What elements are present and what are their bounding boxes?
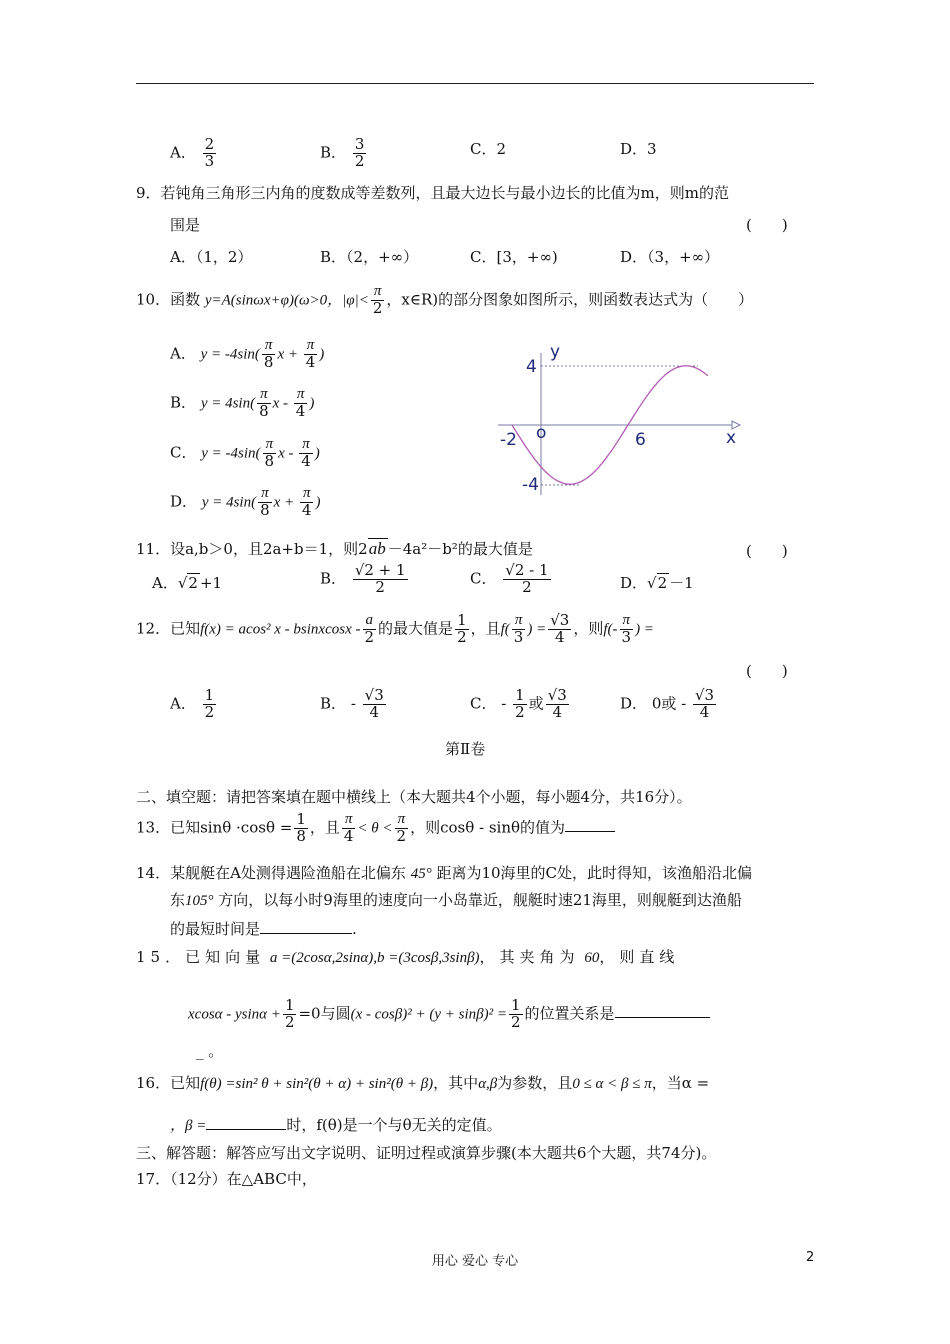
x-axis-label: x — [726, 428, 737, 448]
q13-answer-blank[interactable] — [565, 817, 615, 832]
q15-line1: 15．已知向量 a =(2cosα,2sinα),b =(3cosβ,3sinβ)，其夹角为 60，则直线 — [136, 948, 680, 966]
q10-option-b: B． y = 4sin( $\frac{\pi}{8}$ x - $\frac{\pi}{4}$ ) — [170, 386, 315, 420]
q11-text: 11．设a,b＞0，且2a+b＝1，则2ab －4a²－b²的最大值是 — [136, 539, 533, 558]
q8-option-a: A． $\frac{2}{3}$ — [170, 135, 215, 170]
q11-option-c: C． $\frac{√2 - 1}{2}$ — [470, 561, 549, 596]
q15-line2: xcosα - ysinα + $\frac{1}{2}$ =0与圆(x - cosβ)² + (y + sinβ)² = $\frac{1}{2}$ 的位置关系是 — [188, 998, 710, 1031]
q8-option-b: B． $\frac{3}{2}$ — [320, 135, 365, 170]
q14-answer-blank[interactable] — [260, 919, 352, 934]
q12-option-d: D． 0或 - $\frac{√3}{4}$ — [620, 686, 715, 721]
q11-option-b: B． $\frac{√2 + 1}{2}$ — [320, 561, 406, 596]
q9-text: 9．若钝角三角形三内角的度数成等差数列，且最大边长与最小边长的比值为m，则m的范 — [136, 184, 729, 202]
q11-option-d: D．√2 －1 — [620, 574, 694, 592]
q12-option-b: B． - $\frac{√3}{4}$ — [320, 686, 384, 721]
q15-line3: _ 。 — [196, 1042, 224, 1060]
q16-line1: 16．已知f(θ) =sin² θ + sin²(θ + α) + sin²(θ + β)，其中α,β为参数，且0 ≤ α < β ≤ π，当α = — [136, 1074, 710, 1092]
q9-option-a: A．（1，2） — [170, 248, 253, 266]
q9-answer-paren: ( ) — [746, 216, 788, 234]
q12-text: 12．已知f(x) = acos² x - bsinxcosx - $\frac{a}{2}$ 的最大值是 $\frac{1}{2}$ ，且f( $\frac{\pi}{3}$ ) = $\frac{√3}{4}$ ，则f(- $\frac{\pi}{3}$ ) = — [136, 611, 654, 646]
q8-option-c: C．2 — [470, 140, 507, 158]
page-number: 2 — [806, 1250, 815, 1265]
q14-line1: 14．某舰艇在A处测得遇险渔船在北偏东 45° 距离为10海里的C处，此时得知，该渔船沿北偏 — [136, 864, 753, 882]
y-tick-min: -4 — [522, 475, 539, 495]
q9-text-line2: 围是 — [170, 216, 201, 234]
q10-text: 10．函数 y=A(sinωx+φ)(ω>0，|φ|< $\frac{\pi}{2}$ ，x∈R)的部分图象如图所示，则函数表达式为（ ） — [136, 283, 754, 317]
q15-answer-blank[interactable] — [615, 1003, 710, 1018]
q16-line2: ，β = 时，f(θ)是一个与θ无关的定值。 — [170, 1116, 502, 1134]
q14-line3: 的最短时间是 . — [170, 920, 357, 938]
q17-text: 17．（12分）在△ABC中， — [136, 1170, 317, 1188]
origin-label: o — [536, 423, 547, 443]
x-tick-right: 6 — [635, 430, 646, 450]
q9-option-b: B．（2，+∞） — [320, 248, 419, 266]
q12-option-c: C． - $\frac{1}{2}$ 或 $\frac{√3}{4}$ — [470, 686, 567, 721]
q13-text: 13．已知sinθ ·cosθ = $\frac{1}{8}$ ，且 $\frac{\pi}{4}$ < θ < $\frac{\pi}{2}$ ，则cosθ - sinθ的值为 — [136, 812, 615, 845]
section-2-title: 第Ⅱ卷 — [445, 740, 486, 758]
header-rule — [136, 83, 814, 84]
q10-sine-graph — [490, 335, 750, 500]
q16-answer-blank[interactable] — [206, 1115, 286, 1130]
q11-answer-paren: ( ) — [746, 542, 788, 560]
section-2-heading: 二、填空题：请把答案填在题中横线上（本大题共4个小题，每小题4分，共16分）。 — [136, 788, 692, 806]
q8-option-d: D．3 — [620, 140, 657, 158]
q14-line2: 东105° 方向，以每小时9海里的速度向一小岛靠近，舰艇时速21海里，则舰艇到达渔船 — [170, 891, 742, 909]
page-footer: 用心 爱心 专心 — [431, 1254, 519, 1269]
q10-option-c: C． y = -4sin( $\frac{\pi}{8}$ x - $\frac{\pi}{4}$ ) — [170, 436, 320, 470]
q9-option-c: C．[3，+∞) — [470, 248, 558, 266]
q9-option-d: D．（3，+∞） — [620, 248, 720, 266]
x-tick-left: -2 — [500, 430, 517, 450]
q12-option-a: A． $\frac{1}{2}$ — [170, 686, 215, 721]
q11-option-a: A．√2 +1 — [152, 574, 223, 592]
q10-option-a: A． y = -4sin( $\frac{\pi}{8}$ x + $\frac{\pi}{4}$ ) — [170, 337, 325, 371]
q12-answer-paren: ( ) — [746, 662, 788, 680]
section-3-heading: 三、解答题：解答应写出文字说明、证明过程或演算步骤(本大题共6个大题，共74分)。 — [136, 1144, 717, 1162]
q10-option-d: D． y = 4sin( $\frac{\pi}{8}$ x + $\frac{\pi}{4}$ ) — [170, 485, 321, 519]
y-axis-label: y — [550, 342, 561, 362]
y-tick-max: 4 — [526, 357, 537, 377]
